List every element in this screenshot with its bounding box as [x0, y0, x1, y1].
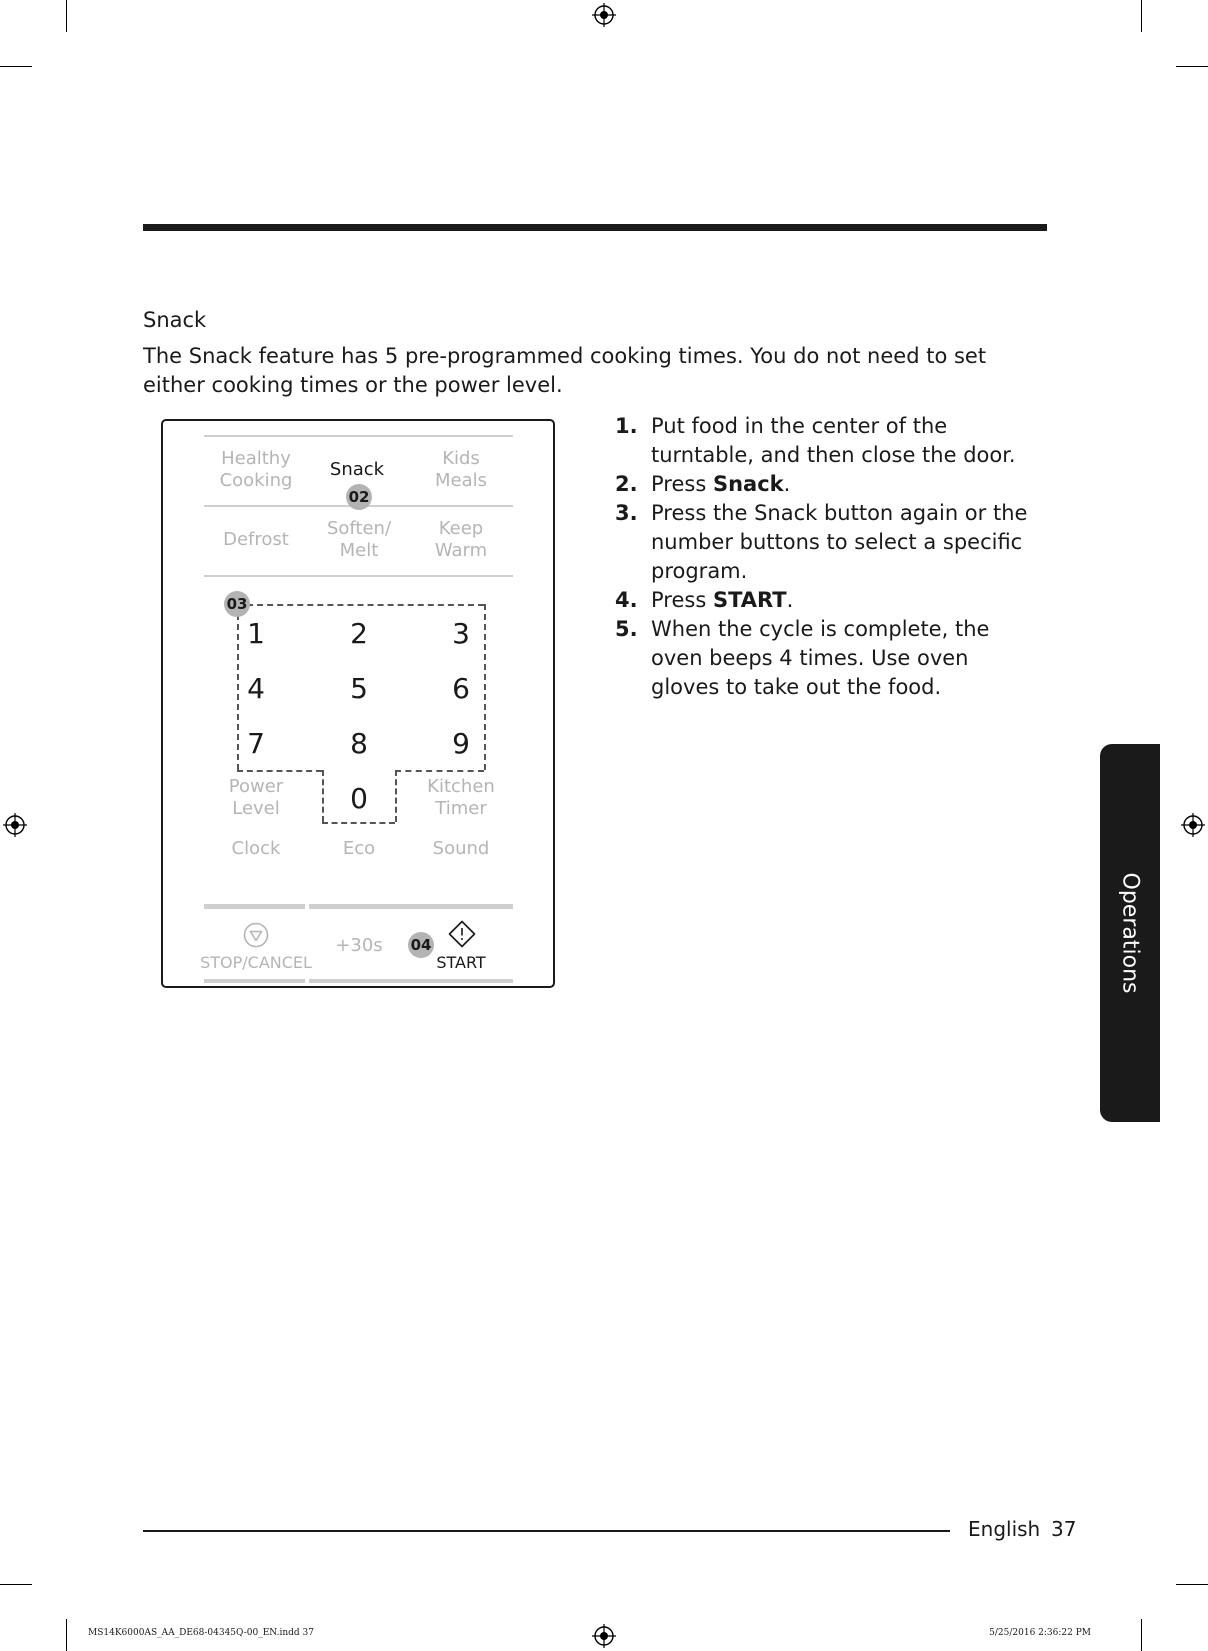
digit-key: 1 — [247, 617, 265, 650]
step-keyword: START — [712, 588, 787, 612]
divider — [309, 904, 513, 909]
date-slug: 5/25/2016 2:36:22 PM — [989, 1628, 1091, 1638]
number-pad-highlight — [484, 604, 486, 770]
step-number: 4. — [615, 588, 638, 612]
digit-key: 9 — [452, 727, 470, 760]
healthy-cooking-key: Healthy Cooking — [219, 448, 293, 491]
page-number: 37 — [1051, 1517, 1077, 1541]
digit-key: 4 — [247, 672, 265, 705]
crop-mark — [1176, 66, 1208, 67]
step-number: 1. — [615, 414, 638, 438]
instruction-steps — [615, 412, 1035, 702]
digit-key: 2 — [350, 617, 368, 650]
step-keyword: Snack — [712, 472, 784, 496]
power-level-key: Power Level — [228, 776, 284, 819]
crop-mark — [1141, 0, 1142, 32]
step-item — [615, 586, 1035, 615]
registration-mark-icon — [592, 1624, 616, 1648]
file-slug: MS14K6000AS_AA_DE68-04345Q-00_EN.indd 37 — [88, 1628, 314, 1638]
step-text: Press — [651, 588, 713, 612]
step-text: Press — [651, 472, 713, 496]
defrost-key: Defrost — [223, 529, 289, 550]
divider — [204, 904, 305, 909]
start-icon — [448, 920, 476, 948]
divider — [204, 435, 513, 437]
divider — [309, 979, 513, 983]
crop-mark — [66, 1619, 67, 1651]
step-number: 5. — [615, 617, 638, 641]
footer-rule — [143, 1530, 950, 1532]
keep-warm-key: Keep Warm — [434, 518, 488, 561]
number-pad-highlight — [395, 770, 397, 822]
kitchen-timer-key: Kitchen Timer — [427, 776, 495, 819]
clock-key: Clock — [231, 838, 281, 859]
step-text: Press the Snack button again or the number buttons to select a specific program. — [651, 501, 1028, 583]
divider — [204, 979, 305, 983]
registration-mark-icon — [3, 813, 27, 837]
number-pad-highlight — [237, 770, 322, 772]
divider — [204, 575, 513, 577]
plus-30s-key: +30s — [335, 935, 383, 956]
intro-paragraph: The Snack feature has 5 pre-programmed cooking times. You do not need to set either cooking times or the power level. — [143, 344, 987, 397]
crop-mark — [0, 66, 32, 67]
step-text: When the cycle is complete, the oven beeps 4 times. Use oven gloves to take out the food. — [651, 617, 990, 699]
digit-key: 7 — [247, 727, 265, 760]
step-text: . — [783, 472, 791, 496]
registration-mark-icon — [1181, 813, 1205, 837]
digit-key: 0 — [350, 782, 368, 815]
stop-icon — [243, 922, 269, 948]
step-item — [615, 412, 1035, 470]
step-item — [615, 470, 1035, 499]
crop-mark — [66, 0, 67, 32]
step-badge-start: 04 — [408, 932, 434, 958]
chapter-tab — [1100, 744, 1160, 1122]
crop-mark — [1176, 1584, 1208, 1585]
crop-mark — [0, 1584, 32, 1585]
eco-key: Eco — [342, 838, 376, 859]
soften-melt-key: Soften/ Melt — [326, 518, 392, 561]
digit-key: 5 — [350, 672, 368, 705]
number-pad-highlight — [237, 604, 484, 606]
step-badge-number: 03 — [224, 591, 250, 617]
step-text: Put food in the center of the turntable, and then close the door. — [651, 414, 1016, 467]
crop-mark — [1141, 1619, 1142, 1651]
section-title: Snack — [143, 308, 207, 332]
number-pad-highlight — [322, 770, 324, 822]
digit-key: 3 — [452, 617, 470, 650]
step-text: . — [786, 588, 794, 612]
digit-key: 8 — [350, 727, 368, 760]
step-badge-snack: 02 — [346, 484, 372, 510]
control-panel-illustration — [161, 419, 555, 988]
number-pad-highlight — [322, 822, 395, 824]
step-item — [615, 615, 1035, 702]
registration-mark-icon — [592, 3, 616, 27]
snack-key: Snack — [329, 459, 385, 480]
chapter-tab-label: Operations — [1117, 872, 1143, 994]
start-key: START — [436, 953, 486, 972]
digit-key: 6 — [452, 672, 470, 705]
number-pad-highlight — [395, 770, 484, 772]
step-number: 2. — [615, 472, 638, 496]
step-item — [615, 499, 1035, 586]
top-rule — [143, 224, 1047, 231]
sound-key: Sound — [432, 838, 490, 859]
footer-language: English — [968, 1517, 1041, 1541]
stop-cancel-key: STOP/CANCEL — [200, 953, 312, 972]
step-number: 3. — [615, 501, 638, 525]
kids-meals-key: Kids Meals — [434, 448, 487, 491]
